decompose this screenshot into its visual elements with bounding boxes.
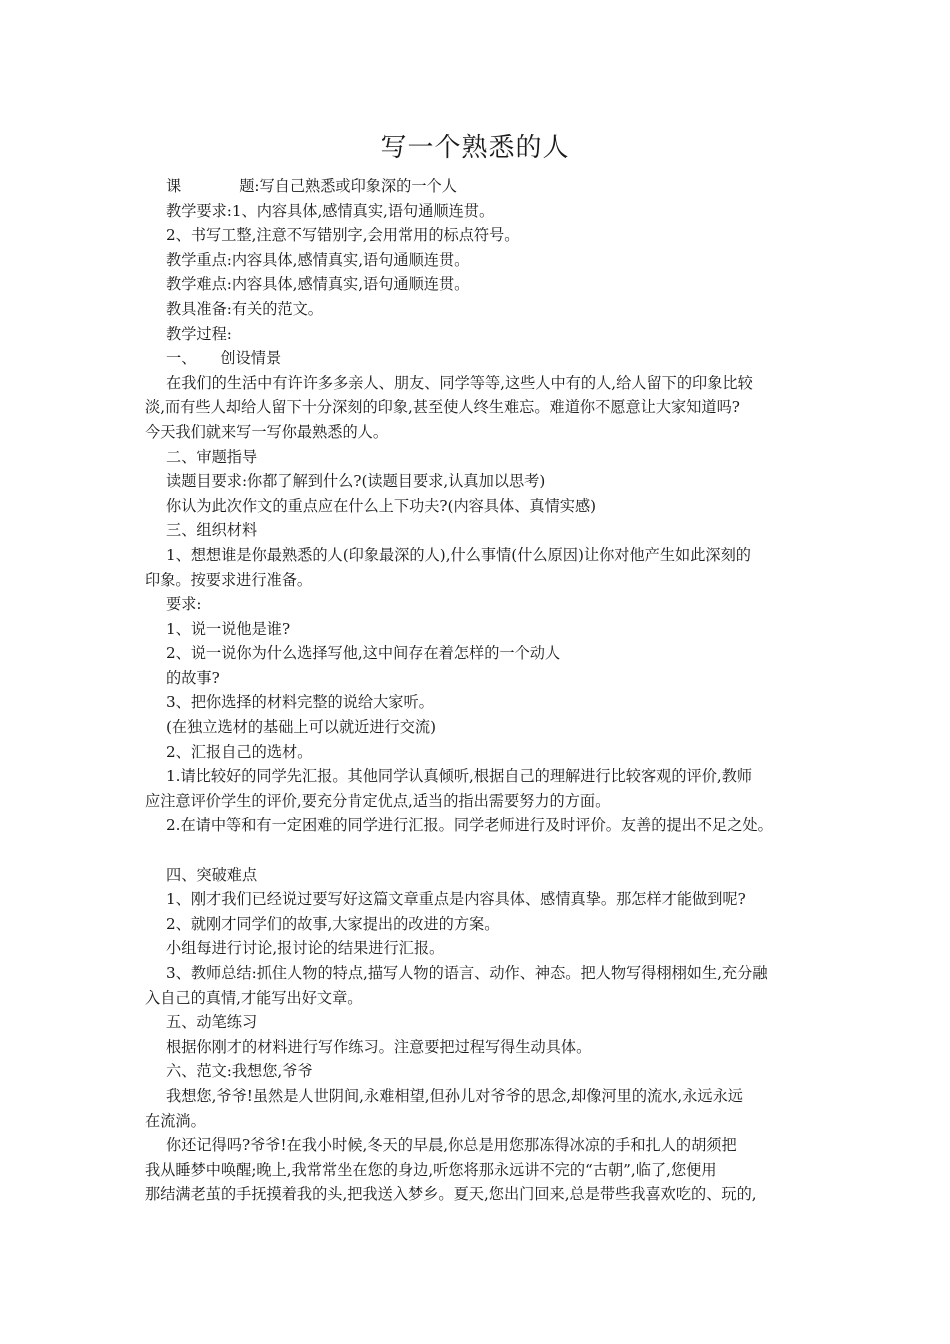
section-heading: 五、动笔练习 [166,1013,258,1032]
paragraph: 小组每进行讨论,报讨论的结果进行汇报。 [166,939,445,958]
paragraph: 2、书写工整,注意不写错别字,会用常用的标点符号。 [166,226,520,245]
paragraph: 读题目要求:你都了解到什么?(读题目要求,认真加以思考) [166,472,546,491]
paragraph: 你认为此次作文的重点应在什么上下功夫?(内容具体、真情实感) [166,496,597,515]
lesson-topic-label: 课 [166,177,182,195]
paragraph: 3、教师总结:抓住人物的特点,描写人物的语言、动作、神态。把人物写得栩栩如生,充分融 [166,964,768,982]
paragraph: 教学难点:内容具体,感情真实,语句通顺连贯。 [166,275,470,294]
lesson-topic-line [145,174,825,199]
lesson-topic-text: 题:写自己熟悉或印象深的一个人 [239,177,457,195]
paragraph: 我从睡梦中唤醒;晚上,我常常坐在您的身边,听您将那永远讲不完的“古朝”,临了,您便用 [145,1160,717,1179]
paragraph: 那结满老茧的手抚摸着我的头,把我送入梦乡。夏天,您出门回来,总是带些我喜欢吃的、玩的, [145,1185,757,1204]
paragraph: 2、说一说你为什么选择写他,这中间存在着怎样的一个动人 [166,644,561,663]
paragraph: 淡,而有些人却给人留下十分深刻的印象,甚至使人终生难忘。难道你不愿意让大家知道吗? [145,398,740,417]
paragraph: 印象。按要求进行准备。 [145,570,313,589]
section-heading [145,346,825,371]
paragraph: 在我们的生活中有许许多多亲人、朋友、同学等等,这些人中有的人,给人留下的印象比较 [166,373,753,392]
paragraph: 我想您,爷爷!虽然是人世阴间,永难相望,但孙儿对爷爷的思念,却像河里的流水,永远永远 [166,1086,743,1105]
paragraph: 在流淌。 [145,1111,206,1130]
paragraph: 1.请比较好的同学先汇报。其他同学认真倾听,根据自己的理解进行比较客观的评价,教师 [166,767,753,786]
paragraph: 要求: [166,595,202,614]
section-heading: 四、突破难点 [166,865,258,884]
paragraph: (在独立选材的基础上可以就近进行交流) [166,718,437,737]
paragraph: 教具准备:有关的范文。 [166,299,323,318]
paragraph: 应注意评价学生的评价,要充分肯定优点,适当的指出需要努力的方面。 [145,791,611,810]
paragraph: 今天我们就来写一写你最熟悉的人。 [145,422,388,441]
blank-line [145,838,825,863]
paragraph: 教学过程: [166,324,232,343]
paragraph: 3、把你选择的材料完整的说给大家听。 [166,693,434,712]
paragraph: 你还记得吗?爷爷!在我小时候,冬天的早晨,你总是用您那冻得冰凉的手和扎人的胡须把 [166,1136,737,1155]
section-number: 一、 [166,349,197,368]
section-heading: 三、组织材料 [166,521,258,540]
paragraph: 1、刚才我们已经说过要写好这篇文章重点是内容具体、感情真挚。那怎样才能做到呢? [166,890,746,909]
document-title: 写一个熟悉的人 [380,133,570,163]
section-heading: 二、审题指导 [166,447,258,466]
paragraph: 2、就刚才同学们的故事,大家提出的改进的方案。 [166,914,500,933]
section-heading: 六、范文:我想您,爷爷 [166,1062,313,1081]
section-title: 创设情景 [220,349,282,368]
paragraph: 教学重点:内容具体,感情真实,语句通顺连贯。 [166,250,470,269]
paragraph: 入自己的真情,才能写出好文章。 [145,988,363,1007]
paragraph: 的故事? [166,668,220,687]
paragraph: 2.在请中等和有一定困难的同学进行汇报。同学老师进行及时评价。友善的提出不足之处。 [166,816,773,835]
paragraph: 教学要求:1、内容具体,感情真实,语句通顺连贯。 [166,201,495,220]
paragraph: 根据你刚才的材料进行写作练习。注意要把过程写得生动具体。 [166,1037,592,1056]
paragraph: 1、说一说他是谁? [166,619,291,638]
document-body [145,174,825,1207]
paragraph: 2、汇报自己的选材。 [166,742,313,761]
paragraph: 1、想想谁是你最熟悉的人(印象最深的人),什么事情(什么原因)让你对他产生如此深刻的 [166,545,751,564]
